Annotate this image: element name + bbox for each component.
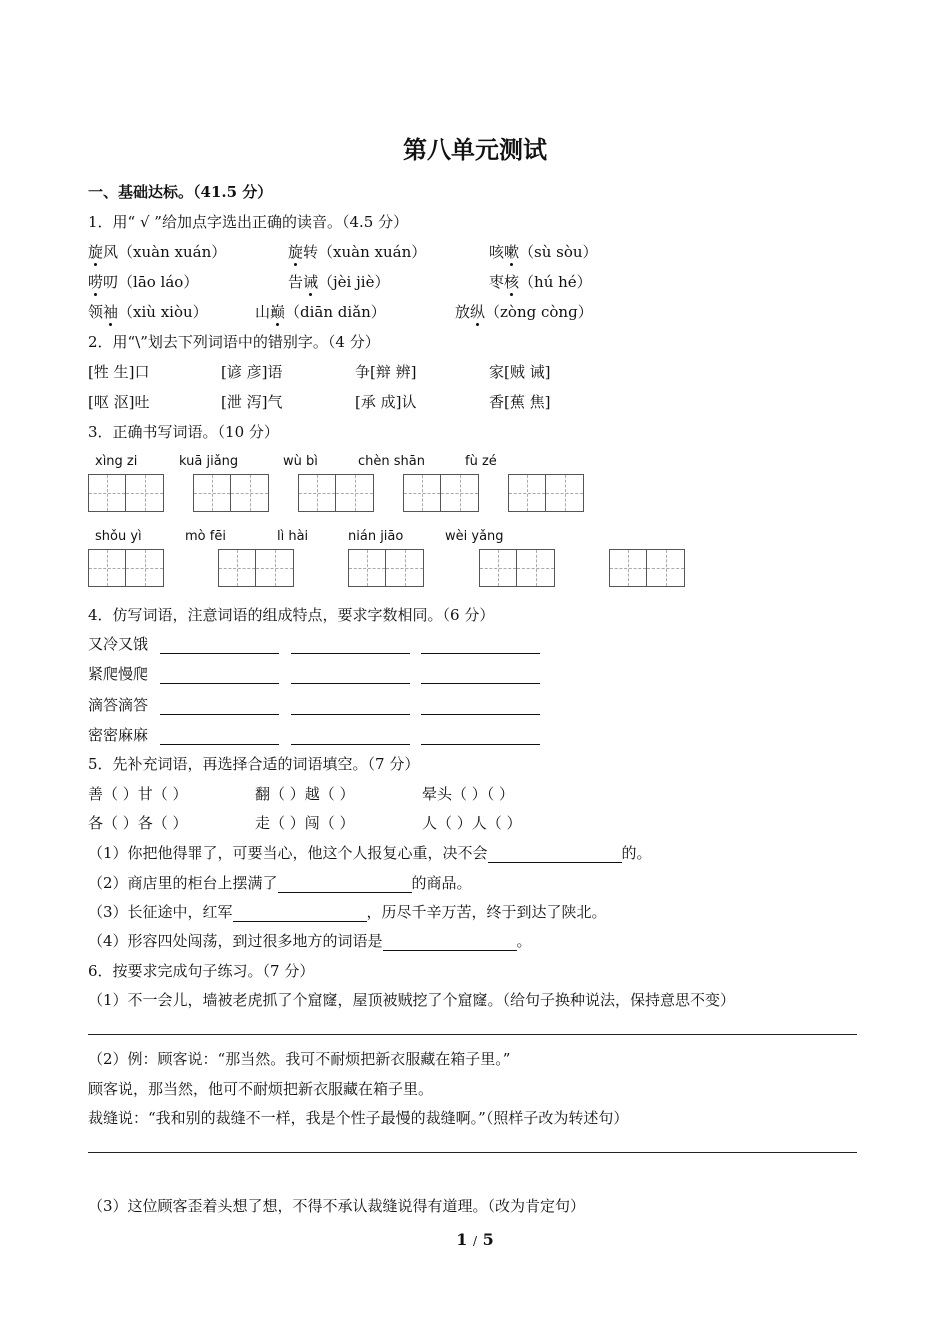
answer-blank[interactable] [421, 698, 540, 715]
tianzige-box[interactable] [88, 474, 164, 512]
pinyin-label: mò fēi [185, 529, 226, 544]
q1-dotted-char: 袖 [103, 303, 119, 321]
q6-example: （2）例：顾客说：“那当然。我可不耐烦把新衣服藏在箱子里。” [88, 1050, 511, 1068]
q1-dotted-char: 嗽 [504, 243, 520, 261]
q1-item[interactable]: 放纵（zòng cònɡ） [455, 303, 593, 321]
q6-sentence-2: 裁缝说：“我和别的裁缝不一样，我是个性子最慢的裁缝啊。”（照样子改为转述句） [88, 1109, 629, 1127]
q1-item[interactable]: 山巅（diān diǎn） [255, 303, 386, 321]
q5-sentence: （3）长征途中，红军 ，历尽千辛万苦，终于到达了陕北。 [88, 903, 607, 921]
answer-line[interactable] [88, 1034, 857, 1035]
q5-item[interactable]: 善（ ）甘（ ） [88, 785, 188, 803]
q2-item[interactable]: 争[辩 辨] [355, 363, 417, 381]
q1-dotted-char: 巅 [270, 303, 286, 321]
q2-item[interactable]: [牲 生]口 [88, 363, 150, 381]
tianzige-box[interactable] [479, 549, 555, 587]
answer-blank[interactable] [160, 667, 279, 684]
q1-heading: 1．用“ √ ”给加点字选出正确的读音。（4.5 分） [88, 213, 409, 231]
answer-blank[interactable] [160, 728, 279, 745]
q1-dotted-char: 纵 [470, 303, 486, 321]
pinyin-label: kuā jiǎng [179, 454, 239, 469]
q1-dotted-char: 唠 [88, 273, 104, 291]
tianzige-box[interactable] [348, 549, 424, 587]
answer-blank[interactable] [160, 698, 279, 715]
q1-item[interactable]: 唠叨（lāo láo） [88, 273, 199, 291]
q6-sentence-3: （3）这位顾客歪着头想了想，不得不承认裁缝说得有道理。（改为肯定句） [88, 1197, 586, 1215]
pinyin-label: shǒu yì [95, 529, 142, 544]
q1-dotted-char: 核 [504, 273, 520, 291]
answer-blank[interactable] [291, 637, 410, 654]
answer-blank[interactable] [291, 698, 410, 715]
q4-row [88, 725, 540, 745]
tianzige-box[interactable] [609, 549, 685, 587]
pinyin-label: xìng zi [95, 454, 138, 469]
section-heading-basics: 一、基础达标。（41.5 分） [88, 183, 273, 201]
q2-item[interactable]: 香[蕉 焦] [489, 393, 551, 411]
q5-item[interactable]: 各（ ）各（ ） [88, 814, 188, 832]
q6-example-converted: 顾客说，那当然，他可不耐烦把新衣服藏在箱子里。 [88, 1080, 434, 1098]
answer-blank[interactable] [233, 905, 367, 922]
q1-item[interactable]: 告诫（jèi jiè） [288, 273, 390, 291]
pinyin-label: fù zé [465, 454, 497, 469]
q4-example: 紧爬慢爬 [88, 665, 149, 683]
answer-blank[interactable] [421, 728, 540, 745]
q1-dotted-char: 旋 [288, 243, 304, 261]
q5-sentence: （1）你把他得罪了，可要当心，他这个人报复心重，决不会 的。 [88, 844, 652, 862]
q2-item[interactable]: [承 成]认 [355, 393, 417, 411]
q1-item[interactable]: 咳嗽（sù sòu） [489, 243, 598, 261]
pinyin-label: wèi yǎng [445, 529, 504, 544]
answer-blank[interactable] [291, 667, 410, 684]
q1-item[interactable]: 旋风（xuàn xuán） [88, 243, 227, 261]
q1-item[interactable]: 枣核（hú hé） [489, 273, 592, 291]
tianzige-box[interactable] [508, 474, 584, 512]
q4-row [88, 664, 540, 684]
answer-line[interactable] [88, 1152, 857, 1153]
q5-item[interactable]: 晕头（ ）（ ） [422, 785, 515, 803]
q5-item[interactable]: 人（ ）人（ ） [422, 814, 522, 832]
answer-blank[interactable] [291, 728, 410, 745]
answer-blank[interactable] [488, 846, 622, 863]
pinyin-label: lì hài [277, 529, 309, 544]
answer-blank[interactable] [160, 637, 279, 654]
q4-example: 密密麻麻 [88, 726, 149, 744]
q2-item[interactable]: [谚 彦]语 [221, 363, 283, 381]
page-title: 第八单元测试 [403, 135, 547, 164]
answer-blank[interactable] [421, 667, 540, 684]
page-number: 1 / 5 [456, 1230, 494, 1249]
q2-item[interactable]: 家[贼 诫] [489, 363, 551, 381]
q2-heading: 2．用“\”划去下列词语中的错别字。（4 分） [88, 333, 380, 351]
q5-sentence: （2）商店里的柜台上摆满了 的商品。 [88, 874, 472, 892]
q5-item[interactable]: 翻（ ）越（ ） [255, 785, 355, 803]
q4-row [88, 695, 540, 715]
q1-item[interactable]: 领袖（xiù xiòu） [88, 303, 208, 321]
pinyin-label: wù bì [283, 454, 318, 469]
pinyin-label: nián jiāo [348, 529, 404, 544]
q4-example: 又冷又饿 [88, 635, 149, 653]
q3-heading: 3．正确书写词语。（10 分） [88, 423, 279, 441]
answer-blank[interactable] [383, 934, 517, 951]
q1-dotted-char: 旋 [88, 243, 104, 261]
pinyin-label: chèn shān [358, 454, 425, 469]
q4-row [88, 634, 540, 654]
q2-item[interactable]: [呕 沤]吐 [88, 393, 150, 411]
answer-blank[interactable] [278, 876, 412, 893]
q1-item[interactable]: 旋转（xuàn xuán） [288, 243, 427, 261]
tianzige-box[interactable] [218, 549, 294, 587]
q1-dotted-char: 诫 [303, 273, 319, 291]
tianzige-box[interactable] [403, 474, 479, 512]
q5-item[interactable]: 走（ ）闯（ ） [255, 814, 355, 832]
q4-example: 滴答滴答 [88, 696, 149, 714]
q4-heading: 4．仿写词语，注意词语的组成特点，要求字数相同。（6 分） [88, 606, 495, 624]
q5-heading: 5．先补充词语，再选择合适的词语填空。（7 分） [88, 755, 420, 773]
q6-heading: 6．按要求完成句子练习。（7 分） [88, 962, 315, 980]
tianzige-box[interactable] [88, 549, 164, 587]
answer-blank[interactable] [421, 637, 540, 654]
tianzige-box[interactable] [193, 474, 269, 512]
tianzige-box[interactable] [298, 474, 374, 512]
q5-sentence: （4）形容四处闯荡，到过很多地方的词语是 。 [88, 932, 532, 950]
q2-item[interactable]: [泄 泻]气 [221, 393, 283, 411]
q6-sentence-1: （1）不一会儿，墙被老虎抓了个窟窿，屋顶被贼挖了个窟窿。（给句子换种说法，保持意思不变） [88, 991, 736, 1009]
